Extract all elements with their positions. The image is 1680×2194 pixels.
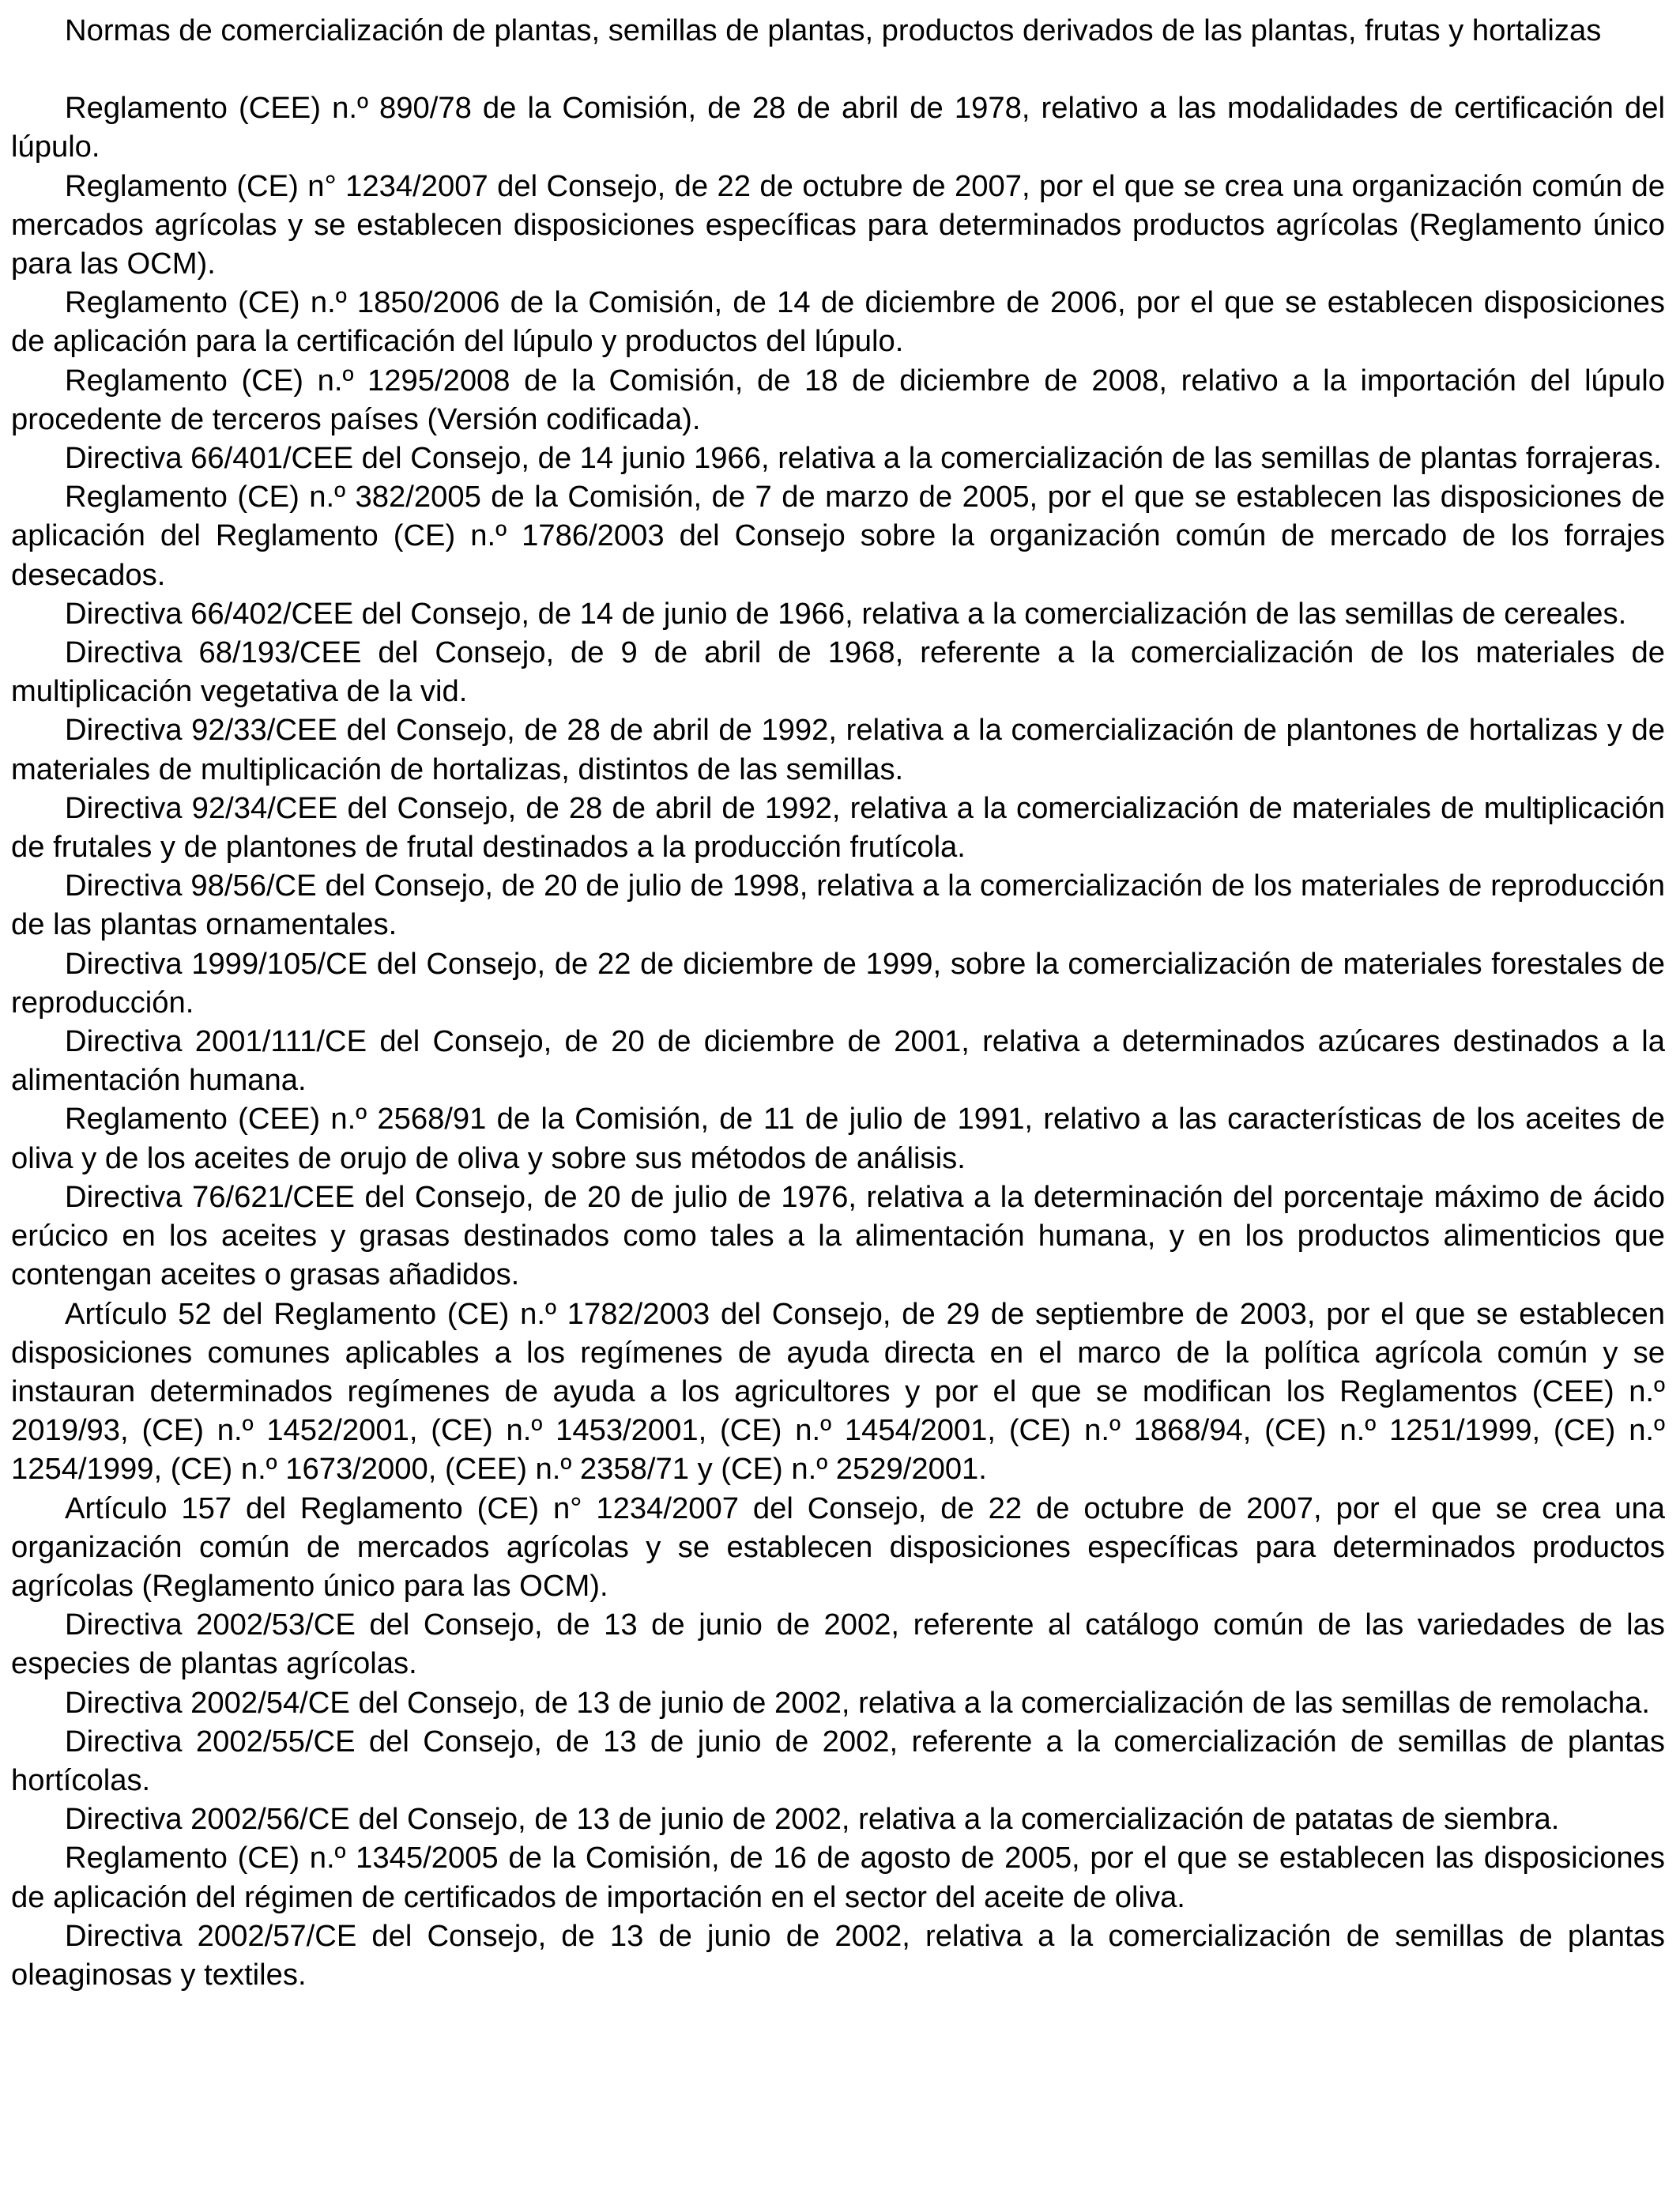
regulation-entry: Reglamento (CEE) n.º 2568/91 de la Comisión, de 11 de julio de 1991, relativo a las características de los aceites de oliva y de los aceites de orujo de oliva y sobre sus métodos de análisis. — [11, 1102, 1665, 1175]
regulation-entry: Directiva 2002/55/CE del Consejo, de 13 de junio de 2002, referente a la comercialización de semillas de plantas hortícolas. — [11, 1724, 1665, 1797]
regulation-entry: Directiva 76/621/CEE del Consejo, de 20 de julio de 1976, relativa a la determinación del porcentaje máximo de ácido erúcico en los aceites y grasas destinados como tales a la alimentación humana, y en los productos alimenticios que contengan aceites o grasas añadidos. — [11, 1179, 1665, 1292]
regulation-entry: Directiva 98/56/CE del Consejo, de 20 de julio de 1998, relativa a la comercialización de los materiales de reproducción de las plantas ornamentales. — [11, 869, 1665, 942]
regulation-entry: Directiva 92/33/CEE del Consejo, de 28 de abril de 1992, relativa a la comercialización de plantones de hortalizas y de materiales de multiplicación de hortalizas, distintos de las semillas. — [11, 713, 1665, 786]
regulation-entry: Directiva 66/401/CEE del Consejo, de 14 junio 1966, relativa a la comercialización de las semillas de plantas forrajeras. — [65, 441, 1662, 476]
regulation-entry: Directiva 2002/57/CE del Consejo, de 13 de junio de 2002, relativa a la comercialización de semillas de plantas oleaginosas y textiles. — [11, 1918, 1665, 1992]
regulation-entry: Directiva 2001/111/CE del Consejo, de 20 de diciembre de 2001, relativa a determinados azúcares destinados a la alimentación humana. — [11, 1024, 1665, 1098]
regulation-entry: Directiva 1999/105/CE del Consejo, de 22 de diciembre de 1999, sobre la comercialización de materiales forestales de reproducción. — [11, 946, 1665, 1020]
section-heading: Normas de comercialización de plantas, semillas de plantas, productos derivados de las plantas, frutas y hortalizas — [65, 13, 1602, 47]
regulation-entry: Artículo 52 del Reglamento (CE) n.º 1782/2003 del Consejo, de 29 de septiembre de 2003, por el que se establecen disposiciones comunes aplicables a los regímenes de ayuda directa en el marco de la política agrícola común y se instauran determinados regímenes de ayuda a los agricultores y por el que se modifican los Reglamentos (CEE) n.º 2019/93, (CE) n.º 1452/2001, (CE) n.º 1453/2001, (CE) n.º 1454/2001, (CE) n.º 1868/94, (CE) n.º 1251/1999, (CE) n.º 1254/1999, (CE) n.º 1673/2000, (CEE) n.º 2358/71 y (CE) n.º 2529/2001. — [11, 1296, 1665, 1487]
regulation-entry: Reglamento (CE) n° 1234/2007 del Consejo, de 22 de octubre de 2007, por el que se crea una organización común de mercados agrícolas y se establecen disposiciones específicas para determinados productos agrícolas (Reglamento único para las OCM). — [11, 168, 1665, 281]
regulation-entry: Directiva 2002/54/CE del Consejo, de 13 de junio de 2002, relativa a la comercialización de las semillas de remolacha. — [65, 1685, 1650, 1720]
regulation-entry: Artículo 157 del Reglamento (CE) n° 1234/2007 del Consejo, de 22 de octubre de 2007, por el que se crea una organización común de mercados agrícolas y se establecen disposiciones específicas para determinados productos agrícolas (Reglamento único para las OCM). — [11, 1491, 1665, 1603]
regulation-entry: Reglamento (CE) n.º 1345/2005 de la Comisión, de 16 de agosto de 2005, por el que se establecen las disposiciones de aplicación del régimen de certificados de importación en el sector del aceite de oliva. — [11, 1841, 1665, 1914]
regulation-entry: Reglamento (CEE) n.º 890/78 de la Comisión, de 28 de abril de 1978, relativo a las modalidades de certificación del lúpulo. — [11, 91, 1665, 164]
regulation-entry: Directiva 2002/53/CE del Consejo, de 13 de junio de 2002, referente al catálogo común de las variedades de las especies de plantas agrícolas. — [11, 1608, 1665, 1681]
regulation-entry: Directiva 66/402/CEE del Consejo, de 14 de junio de 1966, relativa a la comercialización de las semillas de cereales. — [65, 596, 1627, 631]
regulation-entry: Reglamento (CE) n.º 382/2005 de la Comisión, de 7 de marzo de 2005, por el que se establecen las disposiciones de aplicación del Reglamento (CE) n.º 1786/2003 del Consejo sobre la organización común de mercado de los forrajes desecados. — [11, 480, 1665, 592]
regulation-entry: Directiva 92/34/CEE del Consejo, de 28 de abril de 1992, relativa a la comercialización de materiales de multiplicación de frutales y de plantones de frutal destinados a la producción frutícola. — [11, 790, 1665, 865]
regulation-entry: Directiva 2002/56/CE del Consejo, de 13 de junio de 2002, relativa a la comercialización de patatas de siembra. — [65, 1802, 1560, 1837]
regulation-entry: Reglamento (CE) n.º 1295/2008 de la Comisión, de 18 de diciembre de 2008, relativo a la importación del lúpulo procedente de terceros países (Versión codificada). — [11, 363, 1665, 436]
document-page — [11, 11, 1665, 1994]
regulation-entry: Directiva 68/193/CEE del Consejo, de 9 de abril de 1968, referente a la comercialización de los materiales de multiplicación vegetativa de la vid. — [11, 635, 1665, 709]
regulation-entry: Reglamento (CE) n.º 1850/2006 de la Comisión, de 14 de diciembre de 2006, por el que se establecen disposiciones de aplicación para la certificación del lúpulo y productos del lúpulo. — [11, 285, 1665, 359]
